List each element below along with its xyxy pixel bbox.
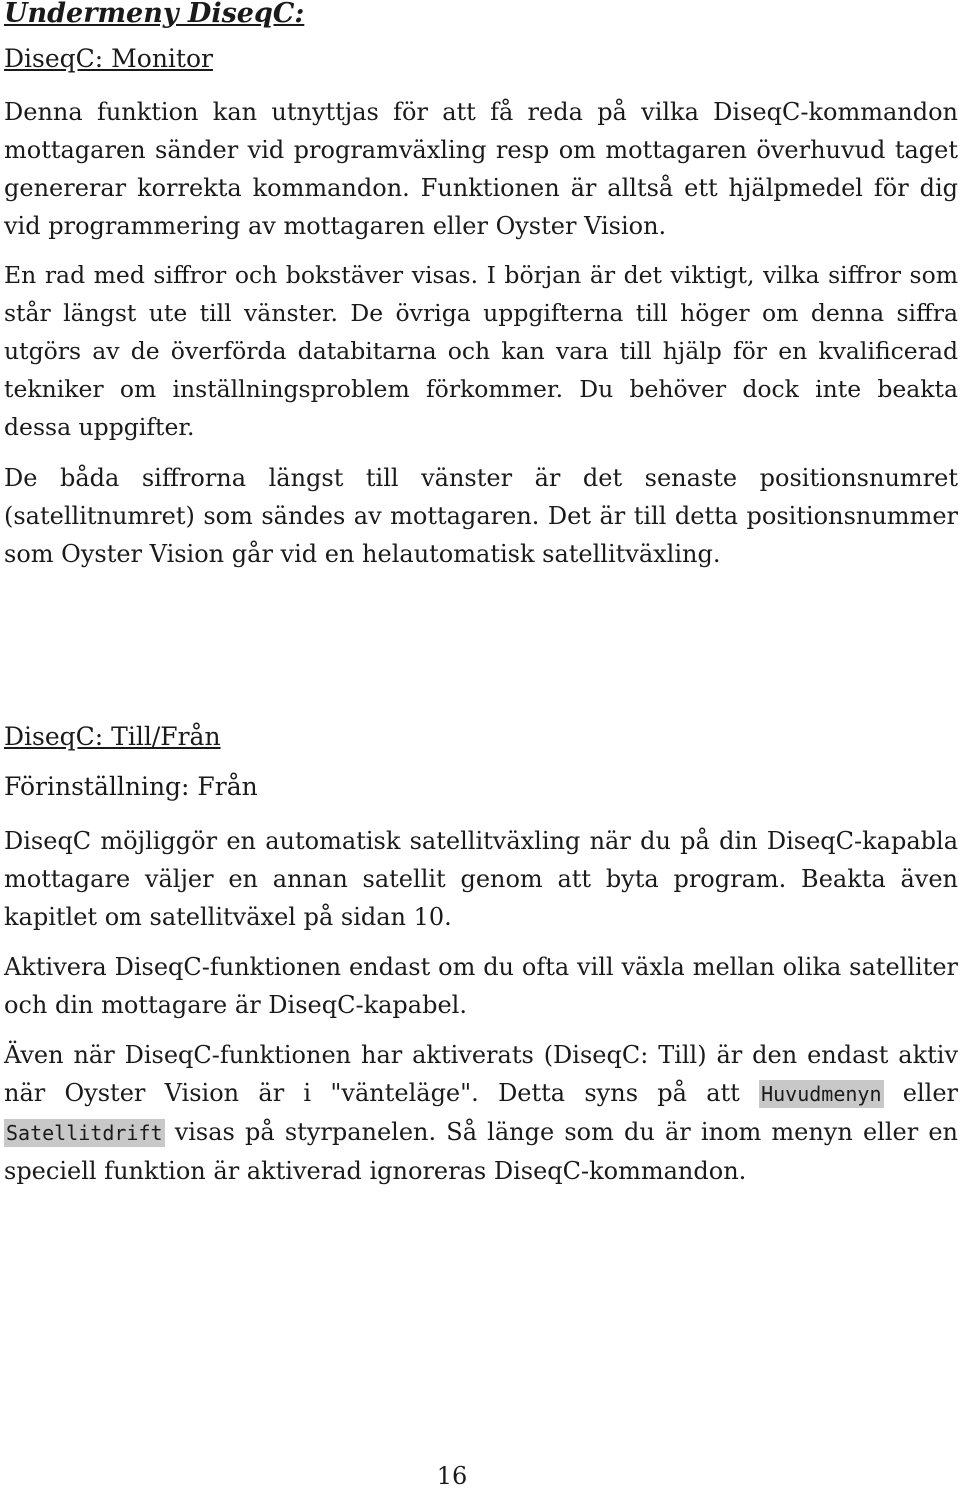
page-number: 16 — [436, 1462, 468, 1490]
onoff-preset: Förinställning: Från — [4, 772, 258, 801]
main-menu-display-text: Huvudmenyn — [761, 1082, 882, 1106]
satellite-mode-display-text: Satellitdrift — [6, 1121, 163, 1145]
paragraph-text: visas på styrpanelen. Så länge som du är inom menyn eller en speciell funktion är aktiverad ignoreras DiseqC-kommandon. — [4, 1118, 958, 1185]
onoff-paragraph-3 — [4, 1036, 958, 1190]
onoff-heading: DiseqC: Till/Från — [4, 722, 221, 751]
onoff-paragraph-1: DiseqC möjliggör en automatisk satellitväxling när du på din DiseqC-kapabla mottagare väljer en annan satellit genom att byta program. Beakta även kapitlet om satellitväxel på sidan 10. — [4, 827, 958, 931]
monitor-paragraph-3: De båda siffrorna längst till vänster är det senaste positionsnumret (satellitnumret) som sändes av mottagaren. Det är till detta positionsnummer som Oyster Vision går vid en helautomatisk satellitväxling. — [4, 464, 958, 568]
section-title: Undermeny DiseqC: — [4, 0, 305, 29]
monitor-heading: DiseqC: Monitor — [4, 44, 213, 73]
onoff-paragraph-2: Aktivera DiseqC-funktionen endast om du ofta vill växla mellan olika satelliter och din mottagare är DiseqC-kapabel. — [4, 953, 958, 1019]
monitor-paragraph-1: Denna funktion kan utnyttjas för att få reda på vilka DiseqC-kommandon mottagaren sänder vid programväxling resp om mottagaren överhuvud taget genererar korrekta kommandon. Funktionen är alltså ett hjälpmedel för dig vid programmering av mottagaren eller Oyster Vision. — [4, 98, 958, 240]
paragraph-text: Även när DiseqC-funktionen har aktiverats (DiseqC: Till) är den endast aktiv när Oyster Vision är i "vänteläge". Detta syns på att — [4, 1041, 958, 1107]
monitor-paragraph-2: En rad med siffror och bokstäver visas. I början är det viktigt, vilka siffror som står längst ute till vänster. De övriga uppgifterna till höger om denna siffra utgörs av de överförda databitarna och kan vara till hjälp för en kvalificerad tekniker om inställningsproblem förkommer. Du behöver dock inte beakta dessa uppgifter. — [4, 261, 958, 441]
paragraph-text: eller — [883, 1079, 959, 1107]
